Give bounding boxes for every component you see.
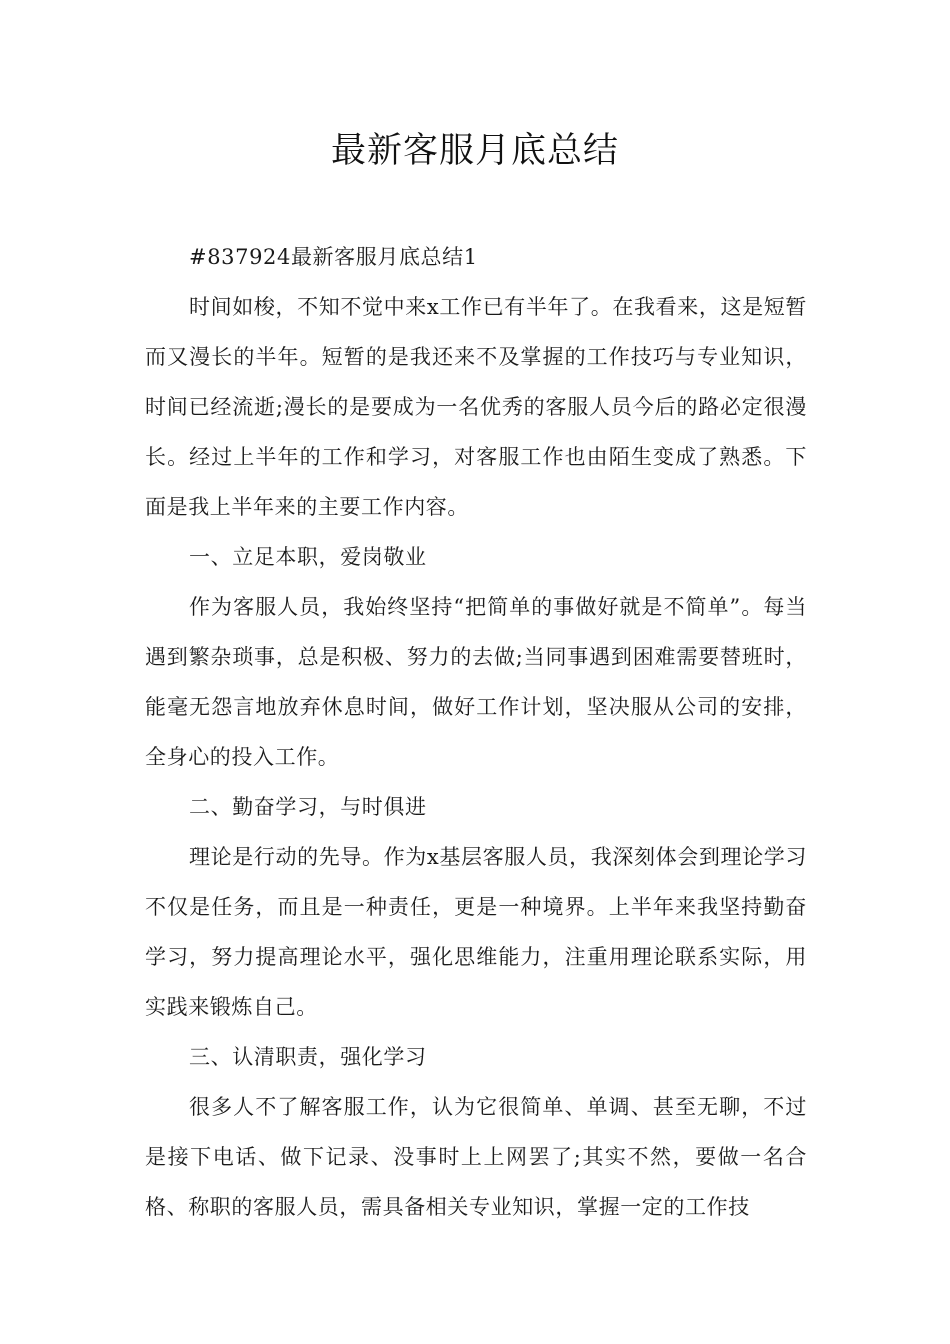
document-body <box>145 232 807 1232</box>
doc-heading-line: #837924最新客服月底总结1 <box>189 245 478 269</box>
paragraph-section-3: 很多人不了解客服工作，认为它很简单、单调、甚至无聊，不过是接下电话、做下记录、没事时上上网罢了;其实不然，要做一名合格、称职的客服人员，需具备相关专业知识，掌握一定的工作技 <box>145 1095 807 1219</box>
section-heading-1: 一、立足本职，爱岗敬业 <box>189 545 427 569</box>
section-heading-2: 二、勤奋学习，与时俱进 <box>189 795 427 819</box>
paragraph-section-2: 理论是行动的先导。作为x基层客服人员，我深刻体会到理论学习不仅是任务，而且是一种责任，更是一种境界。上半年来我坚持勤奋学习，努力提高理论水平，强化思维能力，注重用理论联系实际，用实践来锻炼自己。 <box>145 845 807 1019</box>
paragraph-section-1: 作为客服人员，我始终坚持“把简单的事做好就是不简单”。每当遇到繁杂琐事，总是积极、努力的去做;当同事遇到困难需要替班时，能毫无怨言地放弃休息时间，做好工作计划，坚决服从公司的安排，全身心的投入工作。 <box>145 595 807 769</box>
document-title: 最新客服月底总结 <box>330 131 619 171</box>
section-heading-3: 三、认清职责，强化学习 <box>189 1045 427 1069</box>
paragraph-intro: 时间如梭，不知不觉中来x工作已有半年了。在我看来，这是短暂而又漫长的半年。短暂的是我还来不及掌握的工作技巧与专业知识，时间已经流逝;漫长的是要成为一名优秀的客服人员今后的路必定很漫长。经过上半年的工作和学习，对客服工作也由陌生变成了熟悉。下面是我上半年来的主要工作内容。 <box>145 295 807 519</box>
